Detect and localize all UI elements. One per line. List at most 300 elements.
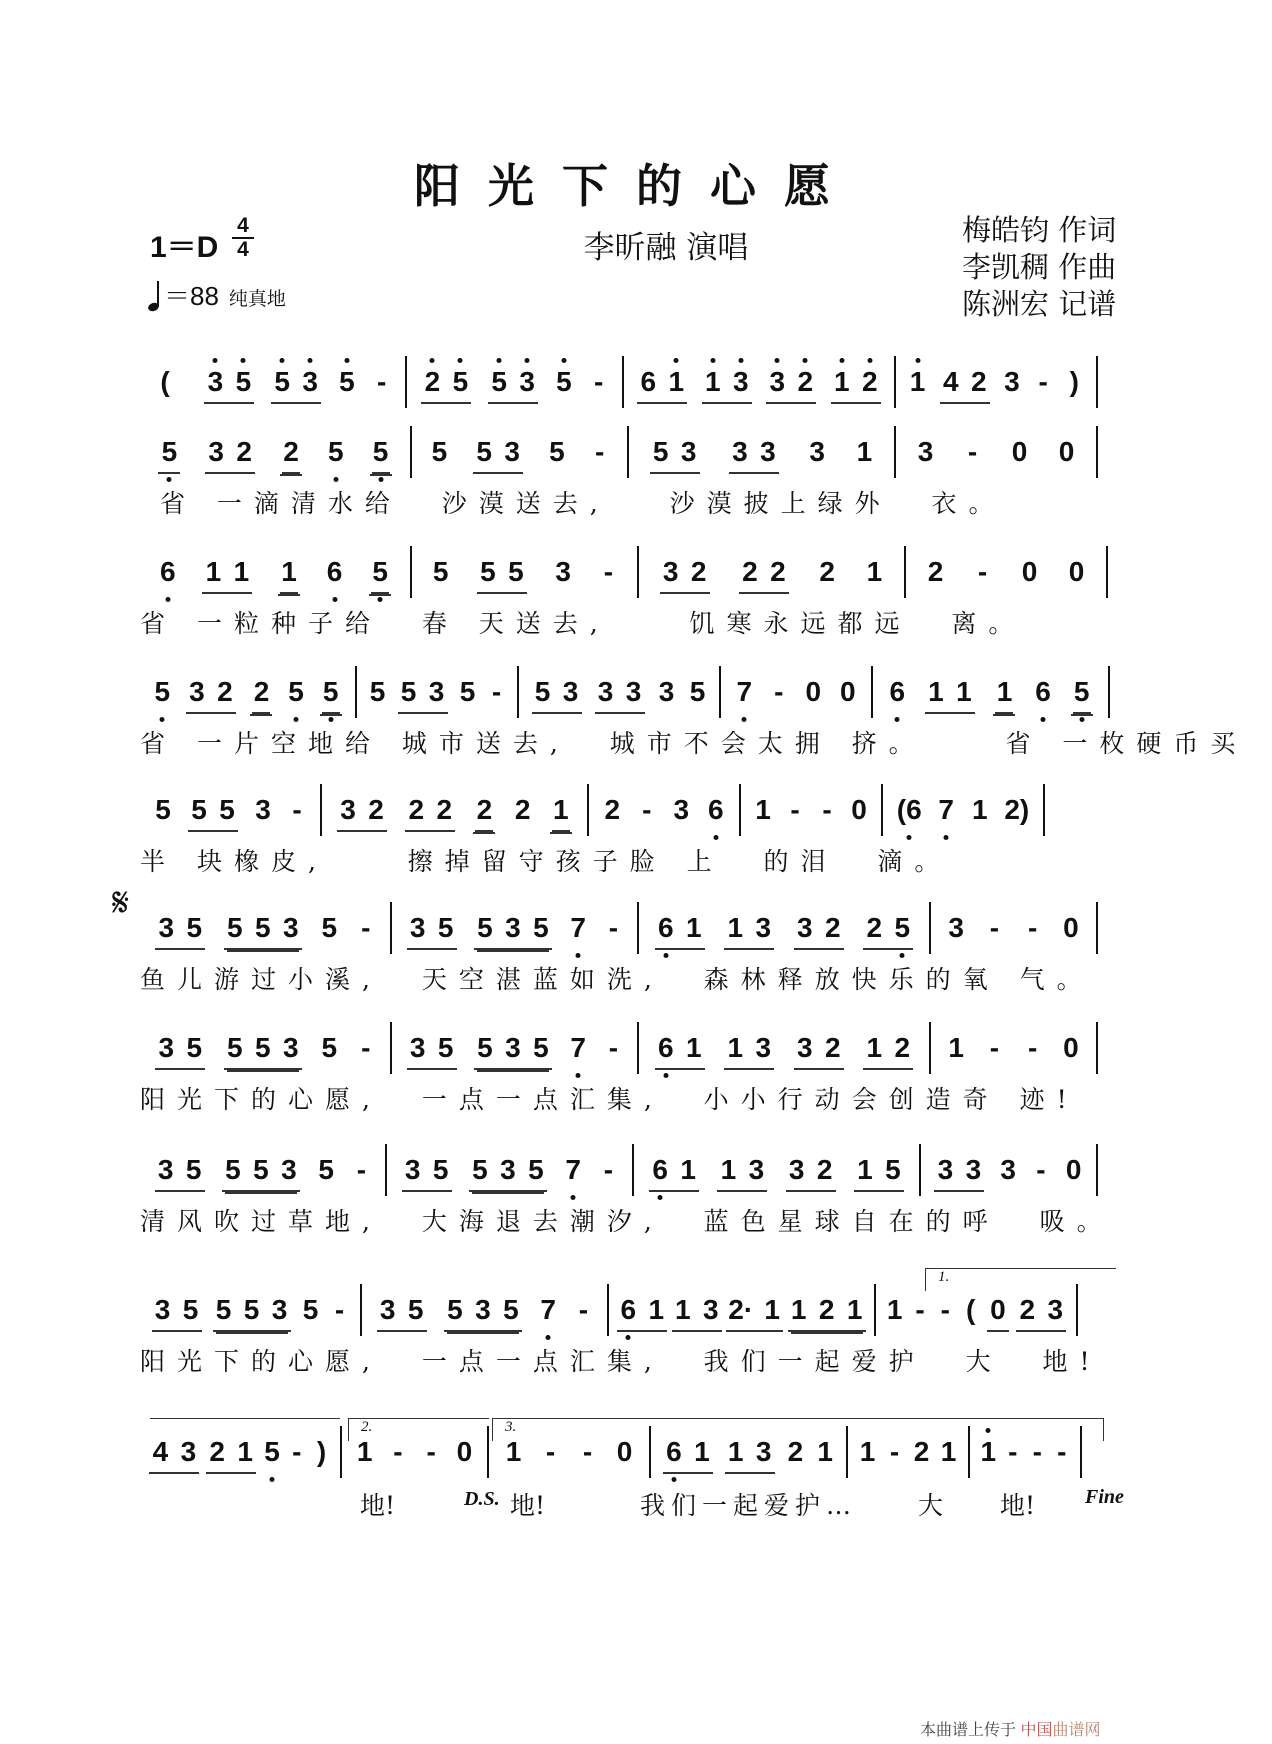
note: ( — [160, 366, 170, 397]
octave-down-dot — [333, 477, 338, 482]
note: 2 — [252, 672, 270, 714]
note: - — [426, 1436, 436, 1467]
measure — [140, 1028, 390, 1088]
beamed-group — [421, 362, 471, 404]
note: 3 — [937, 1154, 954, 1185]
watermark-text: 本曲谱上传于 — [920, 1722, 1017, 1739]
beamed-group — [398, 672, 448, 714]
note: 6 — [326, 552, 344, 592]
note: 1 — [857, 1154, 873, 1185]
beamed-group — [940, 362, 990, 404]
note: 5 — [528, 1154, 544, 1185]
note: 1 — [866, 556, 883, 587]
beamed-group — [702, 362, 752, 404]
note: 3 — [180, 1436, 197, 1467]
note: 1 — [971, 794, 988, 825]
barline — [1043, 784, 1045, 836]
note: 0 — [1063, 1032, 1079, 1063]
octave-down-dot — [576, 1073, 581, 1078]
octave-down-dot — [1079, 717, 1084, 722]
note: 3 — [505, 912, 521, 943]
notes-line — [140, 1028, 1130, 1088]
beamed-group — [278, 552, 300, 596]
beamed-group — [724, 1028, 774, 1070]
note: 3 — [673, 794, 690, 825]
beamed-group — [280, 432, 302, 476]
barline — [1076, 1284, 1078, 1336]
note: 3 — [282, 912, 299, 943]
beamed-group — [595, 672, 645, 714]
note: 0 — [805, 676, 822, 707]
beamed-group — [405, 790, 455, 832]
octave-down-dot — [546, 1335, 551, 1340]
note: - — [1032, 1436, 1042, 1467]
tempo-value: ＝88 — [164, 281, 219, 311]
note: 3 — [755, 912, 772, 943]
note: 2 — [282, 432, 300, 474]
note: - — [967, 436, 978, 467]
beamed-group — [724, 908, 774, 950]
note: 3 — [206, 362, 224, 402]
beamed-group — [863, 908, 913, 950]
note: - — [361, 1032, 371, 1063]
note: 3 — [208, 436, 224, 467]
expression-marking: 纯真地 — [228, 288, 286, 310]
note: 5 — [533, 912, 549, 943]
note: - — [603, 556, 614, 587]
note: 3 — [340, 794, 356, 825]
beamed-group — [158, 432, 180, 474]
note: 2 — [423, 362, 441, 402]
note: 5 — [432, 556, 449, 587]
note: 5 — [480, 556, 496, 587]
beamed-group — [155, 908, 205, 950]
note: 5 — [219, 794, 235, 825]
score-row — [140, 1028, 1130, 1168]
note: 3 — [157, 1154, 174, 1185]
notes-line — [140, 1432, 1130, 1492]
note: 3 — [755, 1032, 772, 1063]
note: 3 — [301, 362, 319, 402]
octave-down-dot — [907, 835, 912, 840]
note: - — [582, 1436, 593, 1467]
song-title: 阳光下的心愿 — [414, 159, 858, 213]
beamed-group — [672, 1290, 722, 1332]
note: 5 — [652, 436, 669, 467]
beamed-group — [726, 1290, 783, 1332]
note: 1 — [685, 912, 702, 943]
notes-line — [140, 362, 1130, 422]
note: 1 — [727, 1032, 744, 1063]
octave-down-dot — [742, 717, 747, 722]
octave-down-dot — [663, 1073, 668, 1078]
note: 2 — [913, 1436, 930, 1467]
note: - — [361, 912, 371, 943]
note: 3 — [154, 1294, 171, 1325]
note: 1 — [856, 436, 873, 467]
measure — [873, 672, 1108, 732]
barline — [1106, 546, 1108, 598]
beamed-group — [155, 1150, 205, 1192]
note: 1 — [909, 362, 927, 402]
note: 2 — [824, 1032, 841, 1063]
note: 3 — [1000, 1154, 1016, 1185]
note: 5 — [302, 1294, 319, 1325]
note: 1 — [940, 1436, 957, 1467]
beamed-group — [650, 432, 700, 474]
octave-up-dot — [803, 358, 808, 363]
octave-up-dot — [674, 358, 679, 363]
note: 2 — [436, 794, 453, 825]
note: 3 — [189, 676, 205, 707]
note: 2 — [787, 1436, 804, 1467]
lyrics-line: 半 块橡皮, 擦掉留守孩子脸 上 的泪 滴。 — [140, 847, 952, 876]
beamed-group — [204, 362, 254, 404]
octave-down-dot — [269, 1477, 274, 1482]
beamed-group — [617, 1290, 667, 1332]
note: 5 — [476, 436, 492, 467]
key-signature: 1＝D — [150, 231, 219, 264]
note: 2 — [514, 794, 531, 825]
note: 1 — [956, 676, 972, 707]
note: 5 — [472, 1154, 488, 1185]
note: 1 — [833, 362, 851, 402]
note: - — [334, 1294, 345, 1325]
beamed-group — [271, 362, 321, 404]
octave-down-dot — [944, 835, 949, 840]
note: - — [889, 1436, 900, 1467]
note: 2 — [819, 556, 835, 587]
beamed-group — [250, 672, 272, 716]
note: 5 — [437, 1032, 454, 1063]
beamed-group — [188, 790, 238, 832]
measure — [190, 362, 405, 422]
note: 0 — [851, 794, 867, 825]
beamed-group — [186, 672, 236, 714]
note: - — [292, 1436, 302, 1467]
note: 3 — [809, 436, 825, 467]
note: - — [608, 912, 619, 943]
lyric-da: 大 — [918, 1491, 944, 1520]
volta-label: 3. — [505, 1419, 517, 1435]
note: 1 — [674, 1294, 691, 1325]
note: 0 — [1058, 436, 1075, 467]
measure — [931, 908, 1096, 968]
measure — [629, 432, 894, 492]
measure — [322, 790, 587, 850]
beamed-group — [863, 1028, 913, 1070]
note: 5 — [451, 362, 469, 402]
measure — [140, 790, 320, 850]
note: 5 — [508, 556, 524, 587]
note: 5 — [534, 676, 551, 707]
note: 3 — [158, 1032, 175, 1063]
note: 3 — [658, 676, 675, 707]
note: 1 — [505, 1436, 522, 1467]
octave-down-dot — [571, 1195, 576, 1200]
credits — [962, 212, 1116, 323]
note: - — [545, 1436, 556, 1467]
lyrics-line: 阳光下的心愿, 一点一点汇集, 小小行动会创造奇 迹! — [140, 1085, 1079, 1114]
beamed-group — [337, 790, 387, 832]
beamed-group — [788, 1290, 866, 1332]
note: - — [790, 794, 800, 825]
note: 3 — [282, 1032, 299, 1063]
note: 6 — [619, 1290, 637, 1330]
beamed-group — [993, 672, 1015, 716]
lyricist-credit: 梅皓钧 作词 — [962, 213, 1117, 247]
lyrics-line: 阳光下的心愿, 一点一点汇集, 我们一起爱护 大 地! — [140, 1347, 1102, 1376]
beamed-group — [320, 672, 342, 716]
volta-continuation-line — [150, 1418, 340, 1419]
note: 5 — [327, 432, 345, 472]
note: 5 — [689, 676, 706, 707]
octave-down-dot — [294, 717, 299, 722]
note: - — [491, 676, 502, 707]
measure — [741, 790, 881, 850]
note: 5 — [503, 1294, 519, 1325]
octave-up-dot — [308, 358, 313, 363]
note: - — [915, 1294, 925, 1325]
note: 5 — [273, 362, 291, 402]
note: 3 — [748, 1154, 765, 1185]
beamed-group — [407, 908, 457, 950]
beamed-group — [854, 1150, 904, 1192]
note: 6 — [657, 908, 675, 948]
measure — [896, 362, 1096, 422]
note: 3 — [555, 556, 571, 587]
note: 5 — [372, 432, 390, 474]
note: 5 — [533, 1032, 549, 1063]
measure — [906, 552, 1106, 612]
note: - — [594, 436, 605, 467]
note: 3 — [500, 1154, 516, 1185]
note: ) — [1069, 366, 1079, 397]
beamed-group — [655, 1028, 705, 1070]
note: 1 — [979, 1432, 997, 1472]
note: 3 — [917, 436, 934, 467]
barline — [1096, 1022, 1098, 1074]
octave-down-dot — [713, 835, 718, 840]
octave-up-dot — [867, 358, 872, 363]
note: 1 — [846, 1294, 863, 1325]
note: - — [774, 676, 784, 707]
note: 2 — [1019, 1294, 1036, 1325]
note: 5 — [318, 1154, 334, 1185]
note: 3 — [428, 676, 445, 707]
note: 2 — [217, 676, 233, 707]
note: 2) — [1004, 794, 1030, 825]
note: - — [1036, 1154, 1046, 1185]
beamed-group — [794, 1028, 844, 1070]
notes-line — [140, 432, 1130, 492]
measure — [140, 1432, 340, 1492]
volta-label: 2. — [361, 1419, 373, 1435]
octave-up-dot — [915, 358, 920, 363]
note: 0 — [616, 1436, 633, 1467]
beamed-group — [206, 1432, 256, 1474]
octave-down-dot — [160, 717, 165, 722]
measure — [651, 1432, 846, 1492]
note: 1 — [866, 1032, 883, 1063]
barline — [1096, 902, 1098, 954]
barline — [1096, 356, 1098, 408]
note: 6 — [651, 1150, 669, 1190]
time-signature-bottom: 4 — [237, 238, 249, 261]
composer-credit: 李凯稠 作曲 — [962, 250, 1117, 284]
note: 5 — [885, 1154, 901, 1185]
note: 5 — [338, 362, 356, 402]
volta-first-ending — [925, 1268, 1116, 1291]
notes-line — [140, 790, 1130, 850]
note: 5 — [407, 1294, 424, 1325]
note: 3 — [796, 1032, 813, 1063]
note: 6 — [707, 790, 725, 830]
note: 5 — [186, 912, 203, 943]
note: 3 — [796, 912, 813, 943]
note: 5 — [437, 912, 454, 943]
note: - — [642, 794, 652, 825]
note: 0 — [1065, 1154, 1082, 1185]
note: 1 — [205, 556, 222, 587]
lyrics-line: 清风吹过草地, 大海退去潮汐, 蓝色星球自在的呼 吸。 — [140, 1207, 1114, 1236]
note: 3 — [1047, 1294, 1064, 1325]
beamed-group — [202, 552, 252, 594]
beamed-group — [766, 362, 816, 404]
beamed-group — [474, 908, 552, 950]
note: 3 — [379, 1294, 396, 1325]
note: 5 — [322, 672, 340, 714]
note: 3 — [158, 912, 175, 943]
note: 1 — [704, 362, 722, 402]
measure — [589, 790, 739, 850]
score-row — [140, 1290, 1130, 1430]
note: 5 — [321, 1032, 338, 1063]
beamed-group — [205, 432, 255, 474]
note: 2 — [927, 556, 944, 587]
note: 3 — [518, 362, 536, 402]
measure — [624, 362, 894, 422]
note: 5 — [263, 1432, 281, 1472]
octave-up-dot — [738, 358, 743, 363]
note: - — [603, 1154, 614, 1185]
beamed-group — [739, 552, 789, 594]
note: 7 — [569, 1028, 587, 1068]
beamed-group — [717, 1150, 767, 1192]
note: 5 — [549, 436, 565, 467]
beamed-group — [637, 362, 687, 404]
note: 5 — [225, 1154, 241, 1185]
octave-up-dot — [497, 358, 502, 363]
measure — [609, 1290, 874, 1350]
octave-up-dot — [213, 358, 218, 363]
measure — [721, 672, 871, 732]
note: 1 — [886, 1294, 903, 1325]
note: - — [940, 1294, 950, 1325]
measure — [412, 432, 627, 492]
note: 5 — [431, 436, 448, 467]
measure — [407, 362, 622, 422]
note: 5 — [287, 672, 305, 712]
note: 5 — [153, 672, 171, 712]
beamed-group — [934, 1150, 984, 1192]
octave-up-dot — [430, 358, 435, 363]
note: 1 — [727, 1436, 744, 1467]
note: 3 — [475, 1294, 491, 1325]
note: 5 — [400, 676, 417, 707]
note: 0 — [1063, 912, 1079, 943]
beamed-group — [655, 908, 705, 950]
note: 5 — [160, 432, 178, 472]
note: - — [578, 1294, 589, 1325]
octave-down-dot — [378, 597, 383, 602]
note: 1 — [755, 794, 771, 825]
octave-down-dot — [328, 717, 333, 722]
octave-down-dot — [663, 953, 668, 958]
measure — [140, 672, 355, 732]
note: 1 — [859, 1436, 876, 1467]
note: 1 — [928, 676, 944, 707]
note: - — [822, 794, 832, 825]
octave-up-dot — [839, 358, 844, 363]
note: 4 — [152, 1436, 169, 1467]
note: 2· — [728, 1294, 754, 1325]
note: - — [989, 1032, 1000, 1063]
beamed-group — [649, 1150, 699, 1192]
note: 5 — [185, 1154, 202, 1185]
watermark-brand: 中国 — [1020, 1722, 1053, 1739]
beamed-group — [987, 1290, 1009, 1332]
note: 2 — [866, 912, 883, 943]
note: 5 — [432, 1154, 449, 1185]
note: 3 — [680, 436, 697, 467]
volta-label: 1. — [938, 1269, 950, 1285]
ds-marking: D.S. — [464, 1488, 500, 1510]
octave-down-dot — [671, 1477, 676, 1482]
beamed-group — [550, 790, 572, 834]
beamed-group — [152, 1290, 202, 1332]
note: 3 — [732, 362, 750, 402]
note: 3 — [404, 1154, 421, 1185]
note: 3 — [948, 912, 964, 943]
note: 5 — [226, 912, 243, 943]
measure — [387, 1150, 632, 1210]
notes-line — [140, 908, 1130, 968]
note: 5 — [1073, 672, 1091, 714]
beamed-group — [532, 672, 582, 714]
octave-down-dot — [658, 1195, 663, 1200]
volta-third-ending — [492, 1418, 1104, 1441]
note: - — [1057, 1436, 1067, 1467]
note: ) — [316, 1436, 327, 1467]
note: 7 — [735, 672, 753, 712]
measure — [896, 432, 1096, 492]
note: - — [1038, 366, 1048, 397]
notes-line — [140, 672, 1130, 732]
measure — [519, 672, 719, 732]
note: 5 — [186, 1032, 203, 1063]
note: 2 — [742, 556, 758, 587]
note: 5 — [182, 1294, 199, 1325]
note: 2 — [796, 362, 814, 402]
measure — [140, 432, 410, 492]
notes-line — [140, 1290, 1130, 1350]
octave-up-dot — [344, 358, 349, 363]
note: 5 — [447, 1294, 463, 1325]
note: 3 — [965, 1154, 982, 1185]
note: 5 — [191, 794, 207, 825]
note: ( — [965, 1294, 976, 1325]
